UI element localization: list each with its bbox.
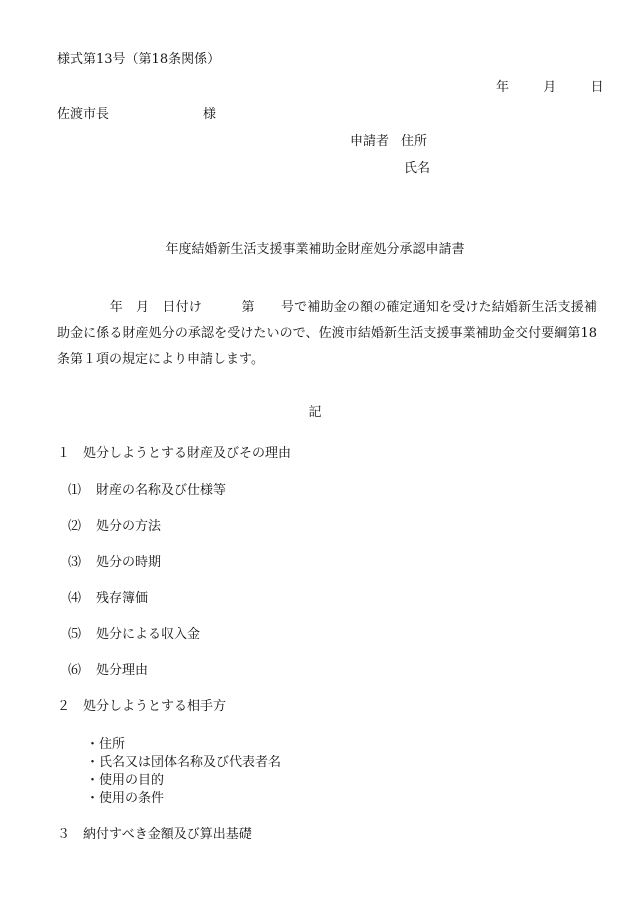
date-day: 日: [590, 80, 604, 95]
section-title: 処分しようとする財産及びその理由: [83, 446, 292, 461]
item-label: 処分による収入金: [96, 627, 201, 642]
item-number: ⑹: [68, 663, 82, 678]
item-number: ⑴: [68, 483, 82, 498]
item-label: 処分理由: [96, 663, 149, 678]
section-3-heading: [57, 827, 252, 843]
section-1-item-5: [68, 627, 200, 643]
date-year: 年: [496, 80, 510, 95]
section-title: 処分しようとする相手方: [83, 699, 227, 714]
section-2-bullet-3: ・使用の目的: [86, 773, 165, 788]
applicant-label: 申請者: [350, 134, 390, 149]
item-label: 財産の名称及び仕様等: [96, 483, 227, 498]
section-1-heading: [57, 446, 291, 462]
addressee-name: 佐渡市長: [57, 107, 110, 122]
section-1-item-3: [68, 555, 161, 571]
section-1-item-1: [68, 483, 226, 499]
date-line: [496, 80, 604, 96]
item-number: ⑵: [68, 519, 82, 534]
section-number: ３: [57, 827, 71, 842]
applicant-address-label: 住所: [401, 134, 428, 149]
item-label: 処分の方法: [96, 519, 162, 534]
item-label: 残存簿価: [96, 591, 149, 606]
document-title: 年度結婚新生活支援事業補助金財産処分承認申請書: [165, 242, 465, 257]
section-title: 納付すべき金額及び算出基礎: [83, 827, 252, 842]
body-paragraph: 年 月 日付け 第 号で補助金の額の確定通知を受けた結婚新生活支援補助金に係る財産処分の承認を受けたいので、佐渡市結婚新生活支援事業補助金交付要綱第18条第１項の規定により申請します。: [57, 300, 597, 367]
item-number: ⑸: [68, 627, 82, 642]
applicant-line: [350, 134, 427, 150]
section-1-item-2: [68, 519, 161, 535]
item-number: ⑷: [68, 591, 82, 606]
addressee-honorific: 様: [203, 107, 217, 122]
section-1-item-4: [68, 591, 148, 607]
addressee: [57, 107, 217, 123]
section-2-bullet-1: ・住所: [86, 737, 126, 752]
section-number: ２: [57, 699, 71, 714]
section-2-heading: [57, 699, 226, 715]
ki-heading: 記: [308, 405, 322, 420]
section-number: １: [57, 446, 71, 461]
item-label: 処分の時期: [96, 555, 162, 570]
date-month: 月: [543, 80, 557, 95]
section-2-bullet-2: ・氏名又は団体名称及び代表者名: [86, 755, 282, 770]
applicant-name-label: 氏名: [404, 161, 431, 176]
section-2-bullet-4: ・使用の条件: [86, 791, 165, 806]
section-1-item-6: [68, 663, 148, 679]
form-number: 様式第13号（第18条関係）: [57, 52, 221, 67]
item-number: ⑶: [68, 555, 82, 570]
